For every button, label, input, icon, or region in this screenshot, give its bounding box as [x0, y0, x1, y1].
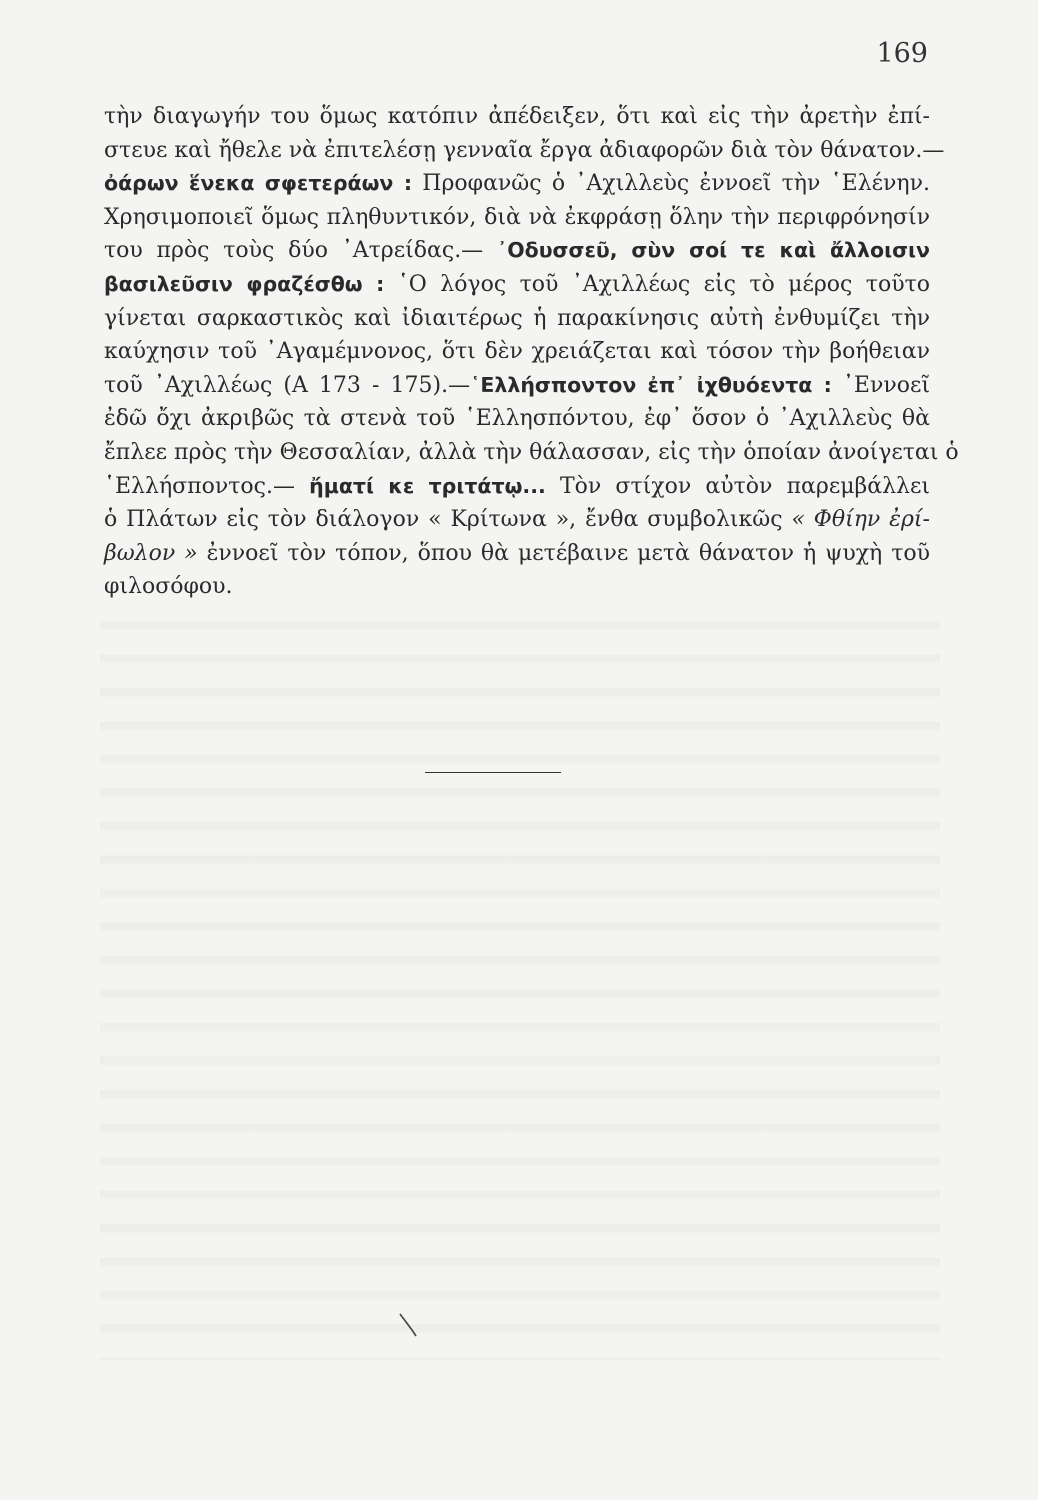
lemma: βασιλεῦσιν φραζέσθω :: [104, 271, 385, 296]
text-line: ὀάρων ἕνεκα σφετεράων : Προφανῶς ὁ ᾿Αχιλλεὺς ἐννοεῖ τὴν ῾Ελένην.: [104, 171, 930, 197]
text-line: ῾Ελλήσποντος.— ἤματί κε τριτάτῳ... Τὸν στίχον αὐτὸν παρεμβάλλει: [104, 473, 931, 499]
text-line: βωλον » ἐννοεῖ τὸν τόπον, ὅπου θὰ μετέβαινε μετὰ θάνατον ἡ ψυχὴ τοῦ: [104, 540, 930, 566]
text-line: ἐδῶ ὄχι ἀκριβῶς τὰ στενὰ τοῦ ῾Ελλησπόντου, ἐφ᾿ ὅσον ὁ ᾿Αχιλλεὺς θὰ: [104, 406, 930, 432]
quotation: « Φθίην ἐρί-: [791, 507, 930, 533]
stray-pen-mark: [398, 1312, 420, 1338]
text-line: γίνεται σαρκαστικὸς καὶ ἰδιαιτέρως ἡ παρακίνησις αὐτὴ ἐνθυμίζει τὴν: [104, 305, 930, 331]
quotation: βωλον »: [104, 540, 198, 566]
page-number: 169: [876, 38, 928, 69]
text-line: Χρησιμοποιεῖ ὅμως πληθυντικόν, διὰ νὰ ἐκφράσῃ ὅλην τὴν περιφρόνησίν: [104, 204, 930, 230]
commentary-text: [104, 100, 959, 604]
lemma: ἤματί κε τριτάτῳ...: [309, 473, 546, 498]
lemma: ᾿Οδυσσεῦ, σὺν σοί τε καὶ ἄλλοισιν: [496, 238, 930, 263]
lemma: ῾Ελλήσποντον ἐπ᾿ ἰχθυόεντα :: [470, 372, 832, 397]
text-line: στευε καὶ ἤθελε νὰ ἐπιτελέσῃ γενναῖα ἔργα ἀδιαφορῶν διὰ τὸν θάνατον.—: [104, 137, 945, 163]
text-line: φιλοσόφου.: [104, 574, 233, 600]
lemma: ὀάρων ἕνεκα σφετεράων :: [104, 171, 413, 196]
text-line: ὁ Πλάτων εἰς τὸν διάλογον « Κρίτωνα », ἔνθα συμβολικῶς « Φθίην ἐρί-: [104, 507, 930, 533]
text-line: ἔπλεε πρὸς τὴν Θεσσαλίαν, ἀλλὰ τὴν θάλασσαν, εἰς τὴν ὁποίαν ἀνοίγεται ὁ: [104, 439, 959, 465]
show-through-from-reverse-page: [100, 600, 940, 1360]
section-divider: [425, 772, 561, 773]
text-line: καύχησιν τοῦ ᾿Αγαμέμνονος, ὅτι δὲν χρειάζεται καὶ τόσον τὴν βοήθειαν: [104, 339, 930, 365]
text-line: βασιλεῦσιν φραζέσθω : ῾Ο λόγος τοῦ ᾿Αχιλλέως εἰς τὸ μέρος τοῦτο: [104, 271, 931, 297]
text-line: του πρὸς τοὺς δύο ᾿Ατρείδας.— ᾿Οδυσσεῦ, σὺν σοί τε καὶ ἄλλοισιν: [104, 238, 930, 264]
text-line: τὴν διαγωγήν του ὅμως κατόπιν ἀπέδειξεν, ὅτι καὶ εἰς τὴν ἀρετὴν ἐπί-: [104, 104, 930, 129]
text-line: τοῦ ᾿Αχιλλέως (Α 173 - 175).—῾Ελλήσποντον ἐπ᾿ ἰχθυόεντα : ᾿Εννοεῖ: [104, 372, 930, 398]
